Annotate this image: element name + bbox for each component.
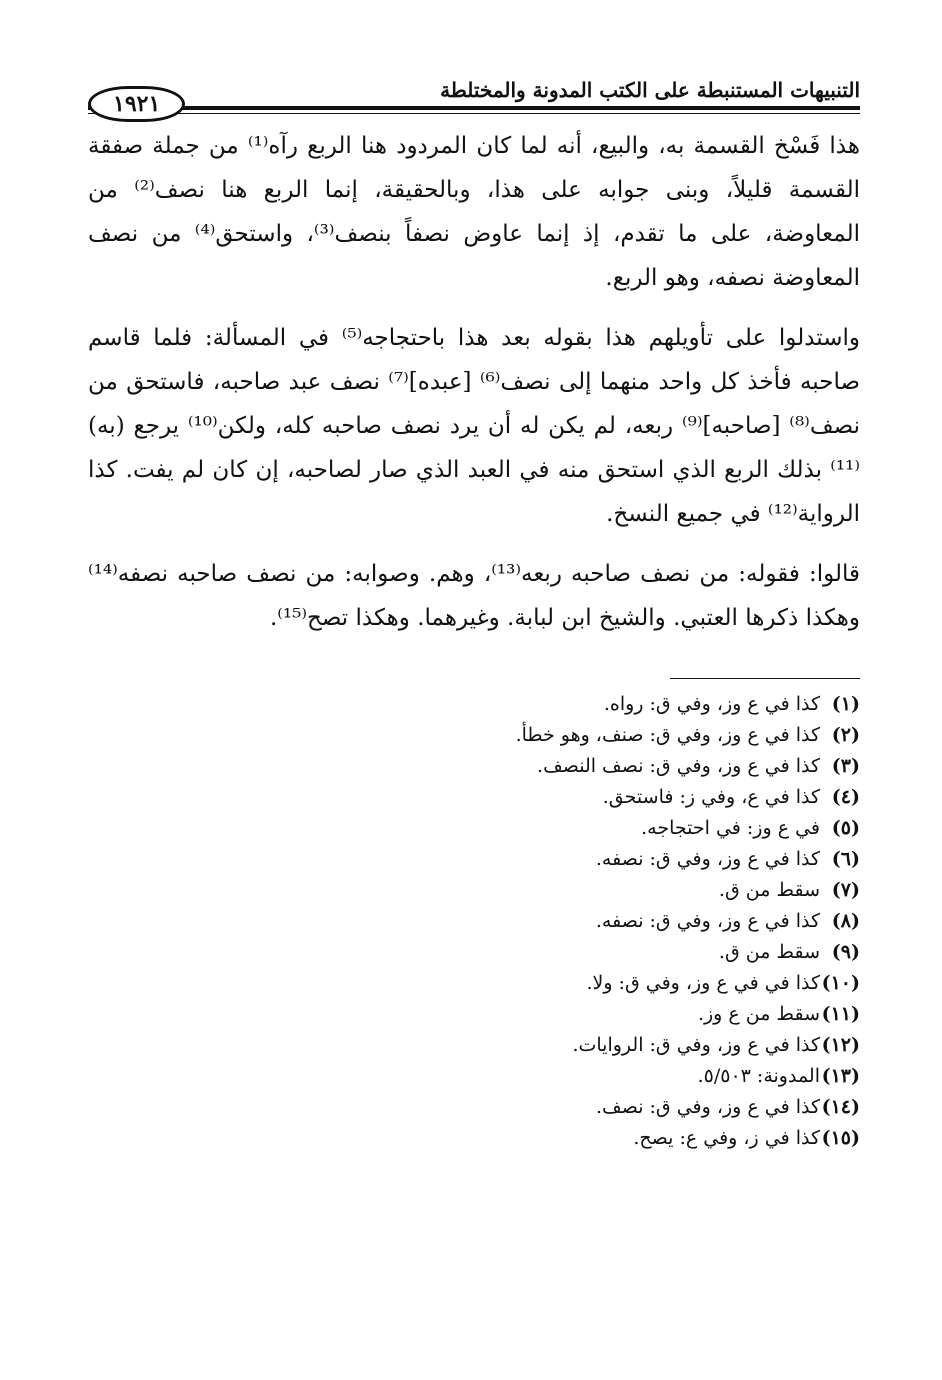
- running-title: التنبيهات المستنبطة على الكتب المدونة والمختلطة: [440, 78, 860, 102]
- footnote-text: كذا في ع وز، وفي ق: نصف النصف.: [537, 755, 820, 777]
- footnote-text: كذا في ع وز، وفي ق: نصفه.: [595, 910, 820, 932]
- footnote-number: (٤): [831, 786, 860, 808]
- header-rule-thin: [88, 113, 860, 114]
- footnote-number: (١٤): [821, 1096, 860, 1118]
- footnote-item: [88, 1030, 860, 1061]
- footnote-text: سقط من ق.: [718, 879, 820, 901]
- footnote-text: كذا في ز، وفي ع: يصح.: [633, 1127, 820, 1149]
- footnote-number: (١٢): [821, 1034, 860, 1056]
- footnote-number: (٧): [831, 879, 860, 901]
- footnote-text: كذا في ع وز، وفي ق: رواه.: [603, 693, 820, 715]
- footnote-number: (٢): [831, 724, 860, 746]
- footnote-text: المدونة: ٥/٥٠٣.: [697, 1065, 820, 1087]
- paragraph-1: هذا فَسْخ القسمة به، والبيع، أنه لما كان المردود هنا الربع رآه⁽¹⁾ من جملة صفقة القسمة قليلاً، وبنى جوابه على هذا، وبالحقيقة، إنما الربع هنا نصف⁽²⁾ من المعاوضة، على ما تقدم، إذ إنما عاوض نصفاً بنصف⁽³⁾، واستحق⁽⁴⁾ من نصف المعاوضة نصفه، وهو الربع.: [88, 133, 860, 291]
- footnote-item: [88, 782, 860, 813]
- footnote-item: [88, 999, 860, 1030]
- footnote-number: (١٣): [821, 1065, 860, 1087]
- footnote-number: (١): [831, 693, 860, 715]
- footnote-item: [88, 751, 860, 782]
- footnote-text: كذا في ع وز، وفي ق: الروايات.: [572, 1034, 820, 1056]
- footnote-number: (١٥): [821, 1127, 860, 1149]
- footnote-number: (٩): [831, 941, 860, 963]
- footnote-item: [88, 875, 860, 906]
- footnote-item: [88, 720, 860, 751]
- footnote-text: كذا في في ع وز، وفي ق: ولا.: [586, 972, 820, 994]
- footnote-number: (٣): [831, 755, 860, 777]
- footnote-item: [88, 937, 860, 968]
- footnote-number: (٦): [831, 848, 860, 870]
- footnote-item: [88, 906, 860, 937]
- running-header: [88, 72, 860, 117]
- footnote-item: [88, 968, 860, 999]
- footnote-item: [88, 1061, 860, 1092]
- paragraph-2: واستدلوا على تأويلهم هذا بقوله بعد هذا باحتجاجه⁽⁵⁾ في المسألة: فلما قاسم صاحبه فأخذ كل واحد منهما إلى نصف⁽⁶⁾ [عبده]⁽⁷⁾ نصف عبد صاحبه، فاستحق من نصف⁽⁸⁾ [صاحبه]⁽⁹⁾ ربعه، لم يكن له أن يرد نصف صاحبه كله، ولكن⁽¹⁰⁾ يرجع (به)⁽¹¹⁾ بذلك الربع الذي استحق منه في العبد الذي صار لصاحبه، إن كان لم يفت. كذا الرواية⁽¹²⁾ في جميع النسخ.: [88, 325, 860, 527]
- footnote-text: في ع وز: في احتجاجه.: [641, 817, 820, 839]
- footnote-number: (١٠): [821, 972, 860, 994]
- footnote-number: (١١): [821, 1003, 860, 1025]
- footnote-text: كذا في ع وز، وفي ق: نصف.: [596, 1096, 820, 1118]
- book-page: [88, 72, 860, 1154]
- footnote-number: (٨): [831, 910, 860, 932]
- footnote-item: [88, 1092, 860, 1123]
- footnote-text: كذا في ع وز، وفي ق: نصفه.: [595, 848, 820, 870]
- paragraph-3: قالوا: فقوله: من نصف صاحبه ربعه⁽¹³⁾، وهم. وصوابه: من نصف صاحبه نصفه⁽¹⁴⁾ وهكذا ذكرها العتبي. والشيخ ابن لبابة. وغيرهما. وهكذا تصح⁽¹⁵⁾.: [88, 561, 861, 631]
- footnote-text: سقط من ع وز.: [697, 1003, 820, 1025]
- main-text: [88, 124, 860, 640]
- footnote-item: [88, 844, 860, 875]
- footnote-item: [88, 1123, 860, 1154]
- footnote-separator: [670, 678, 860, 679]
- footnote-item: [88, 813, 860, 844]
- footnote-text: كذا في ع، وفي ز: فاستحق.: [602, 786, 820, 808]
- header-rule-thick: [88, 106, 860, 110]
- footnote-item: [88, 689, 860, 720]
- footnote-text: سقط من ق.: [718, 941, 820, 963]
- footnotes-list: [88, 689, 860, 1154]
- footnote-number: (٥): [831, 817, 860, 839]
- page-number-badge: ١٩٢١: [88, 86, 185, 122]
- footnote-text: كذا في ع وز، وفي ق: صنف، وهو خطأ.: [515, 724, 820, 746]
